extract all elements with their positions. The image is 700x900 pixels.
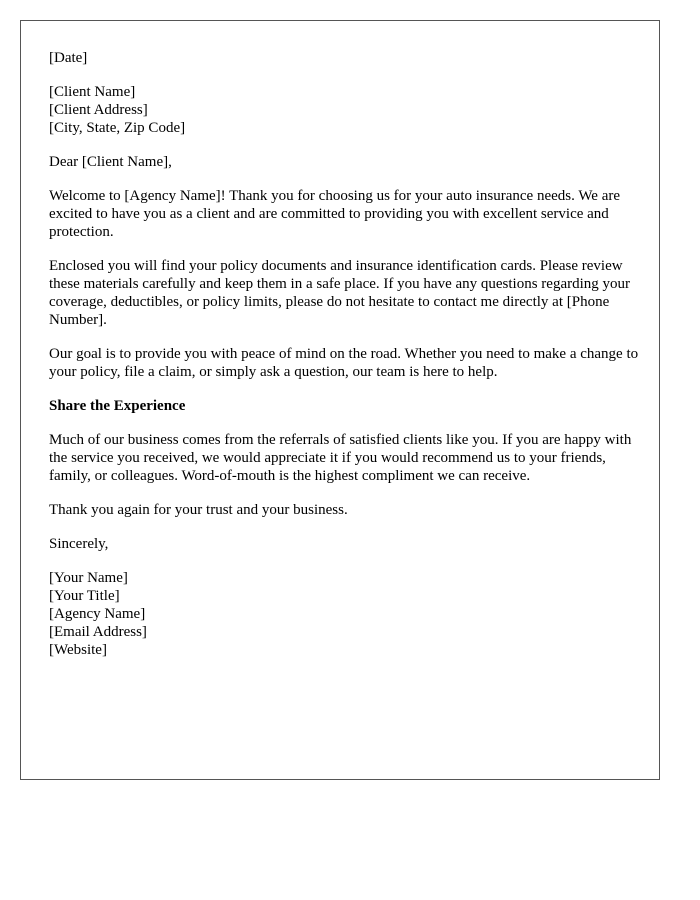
letter-body (49, 49, 639, 675)
section-heading: Share the Experience (49, 398, 186, 414)
paragraph-our-goal: Our goal is to provide you with peace of mind on the road. Whether you need to make a change to your policy, file a claim, or simply ask a question, our team is here to help. (49, 346, 639, 380)
signature-block (49, 569, 639, 659)
signature-title: [Your Title] (49, 588, 120, 604)
recipient-name: [Client Name] (49, 84, 136, 100)
signature-website: [Website] (49, 642, 107, 658)
paragraph-referrals: Much of our business comes from the referrals of satisfied clients like you. If you are happy with the service you received, we would appreciate it if you would recommend us to your friends, family, or colleagues. Word-of-mouth is the highest compliment we can receive. (49, 432, 632, 484)
valediction: Sincerely, (49, 536, 109, 552)
paragraph-welcome: Welcome to [Agency Name]! Thank you for choosing us for your auto insurance needs. We are excited to have you as a client and are committed to providing you with excellent service and protection. (49, 188, 621, 240)
paragraph-enclosed-documents: Enclosed you will find your policy documents and insurance identification cards. Please review these materials carefully and keep them in a safe place. If you have any questions regarding your coverage, deductibles, or policy limits, please do not hesitate to contact me directly at [Phone Number]. (49, 258, 631, 328)
signature-name: [Your Name] (49, 570, 128, 586)
recipient-address (49, 83, 639, 137)
signature-email: [Email Address] (49, 624, 147, 640)
paragraph-thank-you: Thank you again for your trust and your business. (49, 502, 348, 518)
salutation: Dear [Client Name], (49, 154, 172, 170)
recipient-city-state-zip: [City, State, Zip Code] (49, 120, 186, 136)
date-line (49, 49, 639, 67)
letter-page (20, 20, 660, 780)
recipient-address-line: [Client Address] (49, 102, 148, 118)
letter-date: [Date] (49, 50, 88, 66)
signature-agency: [Agency Name] (49, 606, 146, 622)
